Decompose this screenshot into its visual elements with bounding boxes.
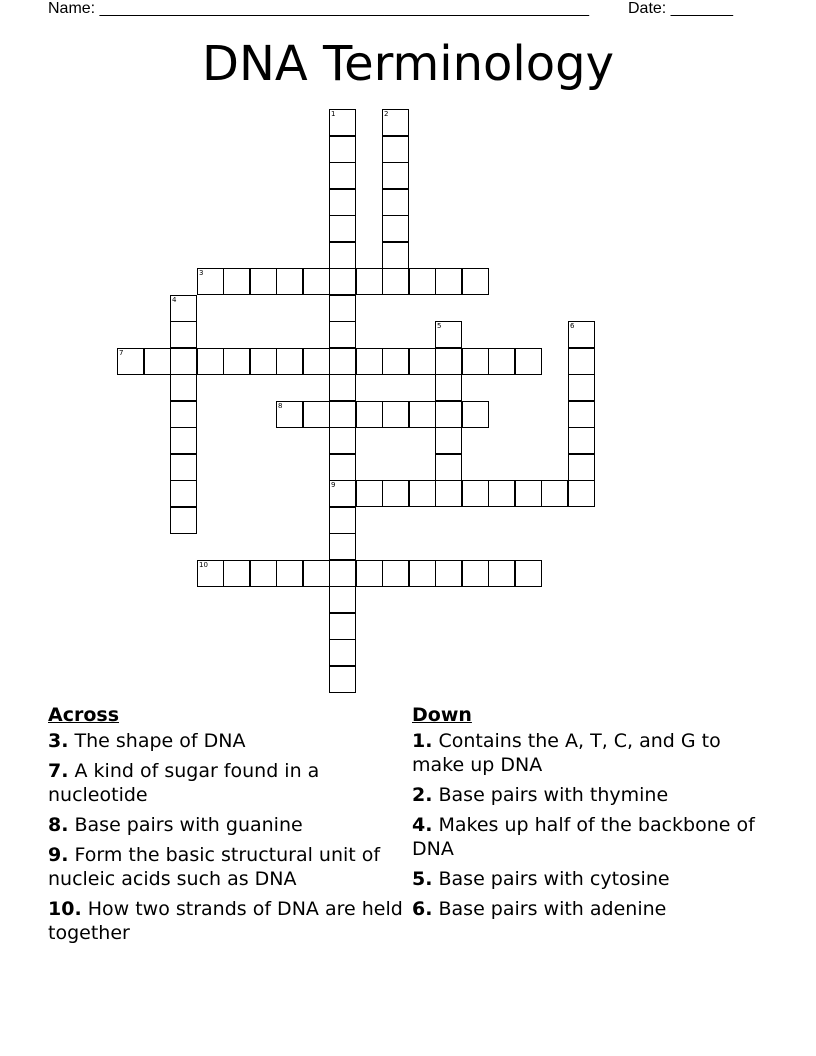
grid-cell[interactable]	[276, 348, 303, 375]
grid-cell[interactable]	[382, 268, 409, 295]
grid-cell[interactable]	[382, 242, 409, 269]
down-clue	[412, 783, 768, 807]
grid-cell[interactable]	[382, 215, 409, 242]
down-clue	[412, 813, 768, 861]
clue-text: Base pairs with cytosine	[438, 868, 670, 890]
cell-number: 7	[119, 349, 124, 357]
across-clues	[48, 703, 404, 951]
grid-cell[interactable]	[329, 268, 356, 295]
grid-cell[interactable]	[329, 215, 356, 242]
grid-cell[interactable]	[329, 401, 356, 428]
across-clue	[48, 843, 404, 891]
grid-cell[interactable]	[329, 560, 356, 587]
grid-cell[interactable]	[170, 427, 197, 454]
grid-cell[interactable]	[435, 480, 462, 507]
clue-text: A kind of sugar found in a nucleotide	[48, 760, 320, 806]
clue-number: 4.	[412, 814, 433, 836]
clue-number: 10.	[48, 898, 82, 920]
grid-cell[interactable]	[409, 348, 436, 375]
grid-cell[interactable]	[541, 480, 568, 507]
grid-cell[interactable]	[356, 480, 383, 507]
grid-cell[interactable]	[250, 560, 277, 587]
across-clue	[48, 813, 404, 837]
clue-text: How two strands of DNA are held together	[48, 898, 403, 944]
cell-number: 9	[331, 481, 336, 489]
grid-cell[interactable]	[568, 480, 595, 507]
clue-text: Base pairs with adenine	[438, 898, 667, 920]
grid-cell[interactable]	[329, 189, 356, 216]
clue-text: Form the basic structural unit of nucleic acids such as DNA	[48, 844, 381, 890]
grid-cell[interactable]	[488, 348, 515, 375]
grid-cell[interactable]	[303, 560, 330, 587]
grid-cell[interactable]	[515, 348, 542, 375]
grid-cell[interactable]	[435, 401, 462, 428]
grid-cell[interactable]	[170, 321, 197, 348]
grid-cell[interactable]	[170, 507, 197, 534]
grid-cell[interactable]	[170, 348, 197, 375]
grid-cell[interactable]	[435, 348, 462, 375]
grid-cell[interactable]	[329, 162, 356, 189]
down-clue	[412, 897, 768, 921]
clue-text: Makes up half of the backbone of DNA	[412, 814, 755, 860]
cell-number: 2	[384, 110, 389, 118]
grid-cell[interactable]	[462, 401, 489, 428]
clue-text: Contains the A, T, C, and G to make up DNA	[412, 730, 721, 776]
grid-cell[interactable]	[329, 454, 356, 481]
grid-cell[interactable]	[409, 560, 436, 587]
grid-cell[interactable]	[197, 268, 224, 295]
grid-cell[interactable]	[250, 348, 277, 375]
across-clue	[48, 897, 404, 945]
clue-text: Base pairs with thymine	[438, 784, 669, 806]
grid-cell[interactable]	[197, 348, 224, 375]
grid-cell[interactable]	[435, 427, 462, 454]
grid-cell[interactable]	[435, 374, 462, 401]
clue-number: 3.	[48, 730, 69, 752]
across-clue	[48, 759, 404, 807]
grid-cell[interactable]	[356, 268, 383, 295]
down-clue	[412, 867, 768, 891]
grid-cell[interactable]	[382, 162, 409, 189]
grid-cell[interactable]	[382, 136, 409, 163]
clue-text: Base pairs with guanine	[74, 814, 303, 836]
grid-cell[interactable]	[276, 401, 303, 428]
grid-cell[interactable]	[329, 109, 356, 136]
down-clue	[412, 729, 768, 777]
grid-cell[interactable]	[435, 560, 462, 587]
grid-cell[interactable]	[462, 480, 489, 507]
grid-cell[interactable]	[568, 454, 595, 481]
down-heading: Down	[412, 704, 472, 726]
grid-cell[interactable]	[382, 189, 409, 216]
grid-cell[interactable]	[409, 480, 436, 507]
across-heading: Across	[48, 704, 120, 726]
grid-cell[interactable]	[356, 401, 383, 428]
grid-cell[interactable]	[223, 560, 250, 587]
grid-cell[interactable]	[329, 136, 356, 163]
cell-number: 8	[278, 402, 283, 410]
grid-cell[interactable]	[568, 321, 595, 348]
grid-cell[interactable]	[170, 454, 197, 481]
grid-cell[interactable]	[170, 295, 197, 322]
grid-cell[interactable]	[462, 348, 489, 375]
grid-cell[interactable]	[329, 666, 356, 693]
grid-cell[interactable]	[462, 268, 489, 295]
grid-cell[interactable]	[144, 348, 171, 375]
grid-cell[interactable]	[568, 427, 595, 454]
grid-cell[interactable]	[170, 401, 197, 428]
down-clues	[412, 703, 768, 927]
grid-cell[interactable]	[329, 639, 356, 666]
grid-cell[interactable]	[435, 454, 462, 481]
grid-cell[interactable]	[568, 348, 595, 375]
clue-number: 7.	[48, 760, 69, 782]
grid-cell[interactable]	[488, 480, 515, 507]
grid-cell[interactable]	[303, 348, 330, 375]
cell-number: 5	[437, 322, 442, 330]
grid-cell[interactable]	[356, 560, 383, 587]
clue-number: 9.	[48, 844, 69, 866]
grid-cell[interactable]	[329, 427, 356, 454]
grid-cell[interactable]	[356, 348, 383, 375]
cell-number: 1	[331, 110, 336, 118]
grid-cell[interactable]	[515, 480, 542, 507]
clue-text: The shape of DNA	[74, 730, 246, 752]
grid-cell[interactable]	[515, 560, 542, 587]
grid-cell[interactable]	[329, 586, 356, 613]
date-field-label: Date: _______	[628, 0, 733, 17]
clue-number: 2.	[412, 784, 433, 806]
grid-cell[interactable]	[568, 401, 595, 428]
clue-number: 6.	[412, 898, 433, 920]
grid-cell[interactable]	[568, 374, 595, 401]
grid-cell[interactable]	[435, 268, 462, 295]
grid-cell[interactable]	[170, 480, 197, 507]
grid-cell[interactable]	[329, 321, 356, 348]
grid-cell[interactable]	[435, 321, 462, 348]
grid-cell[interactable]	[303, 268, 330, 295]
grid-cell[interactable]	[329, 507, 356, 534]
grid-cell[interactable]	[488, 560, 515, 587]
name-field-label: Name: _______________________________________________________	[48, 0, 589, 17]
grid-cell[interactable]	[329, 242, 356, 269]
grid-cell[interactable]	[276, 560, 303, 587]
cell-number: 3	[199, 269, 204, 277]
grid-cell[interactable]	[223, 268, 250, 295]
grid-cell[interactable]	[329, 348, 356, 375]
grid-cell[interactable]	[223, 348, 250, 375]
clue-number: 8.	[48, 814, 69, 836]
grid-cell[interactable]	[382, 480, 409, 507]
across-clue	[48, 729, 404, 753]
clue-number: 5.	[412, 868, 433, 890]
grid-cell[interactable]	[462, 560, 489, 587]
grid-cell[interactable]	[329, 533, 356, 560]
grid-cell[interactable]	[329, 480, 356, 507]
cell-number: 4	[172, 296, 177, 304]
grid-cell[interactable]	[382, 109, 409, 136]
page-title: DNA Terminology	[201, 36, 614, 92]
grid-cell[interactable]	[329, 374, 356, 401]
grid-cell[interactable]	[250, 268, 277, 295]
grid-cell[interactable]	[409, 401, 436, 428]
grid-cell[interactable]	[382, 560, 409, 587]
grid-cell[interactable]	[117, 348, 144, 375]
grid-cell[interactable]	[303, 401, 330, 428]
grid-cell[interactable]	[170, 374, 197, 401]
grid-cell[interactable]	[329, 613, 356, 640]
clue-number: 1.	[412, 730, 433, 752]
grid-cell[interactable]	[197, 560, 224, 587]
grid-cell[interactable]	[382, 401, 409, 428]
grid-cell[interactable]	[329, 295, 356, 322]
cell-number: 6	[570, 322, 575, 330]
cell-number: 10	[199, 561, 208, 569]
grid-cell[interactable]	[409, 268, 436, 295]
grid-cell[interactable]	[382, 348, 409, 375]
grid-cell[interactable]	[276, 268, 303, 295]
